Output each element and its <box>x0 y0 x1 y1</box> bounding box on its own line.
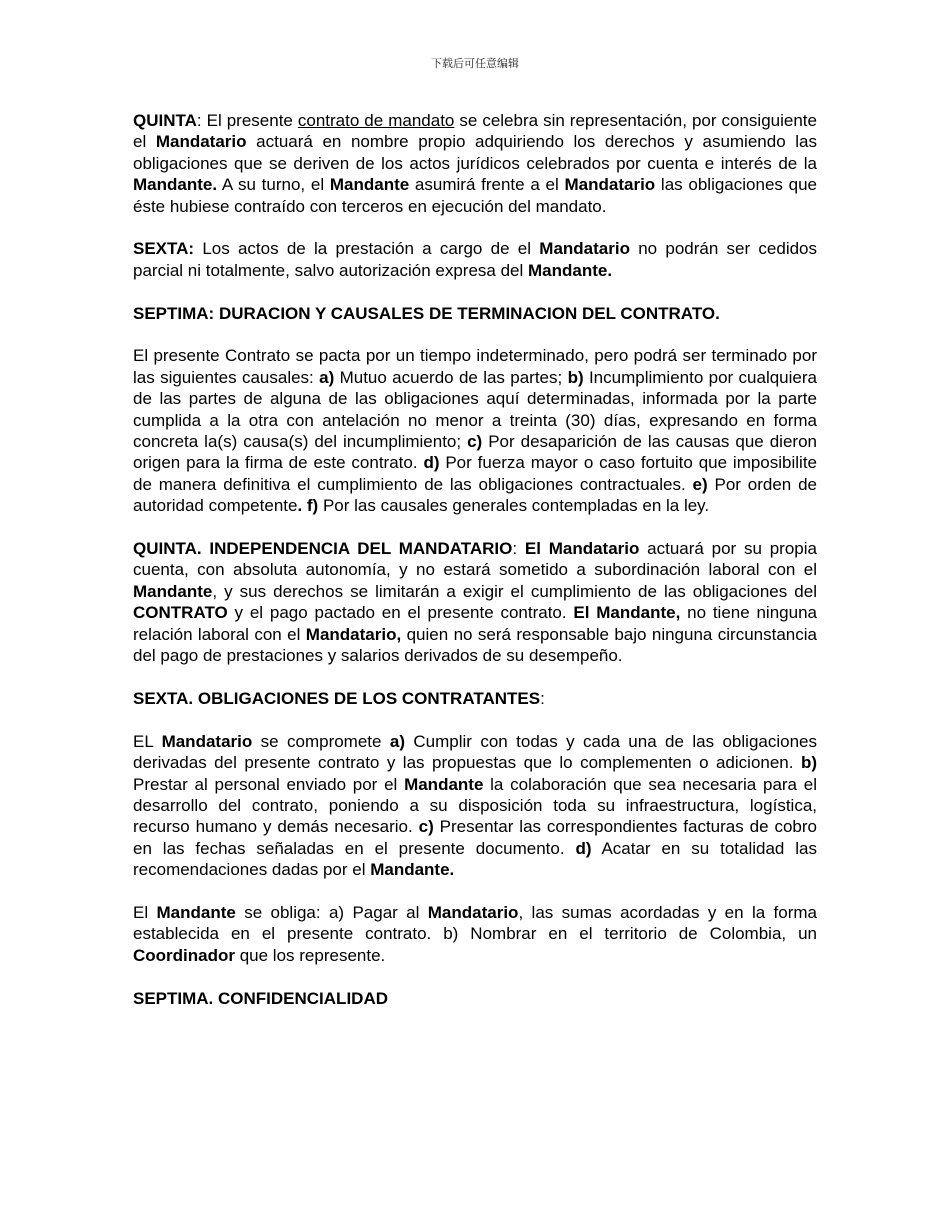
bold-term: Mandante. <box>370 860 455 880</box>
item-marker: . f) <box>297 496 319 516</box>
item-marker: b) <box>567 367 584 387</box>
bold-term: Mandatario, <box>305 624 402 644</box>
bold-term: Mandante. <box>133 175 218 195</box>
text: Por fuerza mayor o caso fortuito que imposibilite de manera definitiva el cumplimiento de las obligaciones contractuales. <box>133 453 817 494</box>
item-marker: d) <box>575 838 592 858</box>
text: : <box>512 539 525 559</box>
text: quien no será responsable bajo ninguna circunstancia del pago de prestaciones y salarios derivados de su desempeño. <box>133 624 817 666</box>
item-marker: b) <box>800 753 817 773</box>
item-marker: e) <box>692 474 708 494</box>
section-heading-duracion: SEPTIMA: DURACION Y CAUSALES DE TERMINACION DEL CONTRATO. <box>133 303 720 323</box>
text: asumirá frente a el <box>409 175 565 195</box>
text: , las sumas acordadas y en la forma establecida en el presente contrato. b) Nombrar en el territorio de Colombia, un <box>133 902 817 944</box>
heading-text: SEXTA. OBLIGACIONES DE LOS CONTRATANTES <box>133 688 541 708</box>
bold-term: El Mandante, <box>573 603 681 623</box>
bold-term: El Mandatario <box>524 539 640 559</box>
text: que los represente. <box>235 945 386 965</box>
item-marker: d) <box>423 453 440 473</box>
text: Prestar al personal enviado por el <box>133 774 405 794</box>
page-header: 下载后可任意编辑 <box>431 57 519 70</box>
text: El <box>133 902 157 922</box>
text: las obligaciones que éste hubiese contraído con terceros en ejecución del mandato. <box>133 175 817 216</box>
text: no podrán ser cedidos parcial ni totalmente, salvo autorización expresa del <box>133 239 818 280</box>
bold-term: Mandante <box>156 902 236 922</box>
clause-obligaciones-mandante <box>133 902 817 966</box>
text: Presentar las correspondientes facturas de cobro en las fechas señaladas en el presente documento. <box>133 817 817 858</box>
bold-term: Mandatario <box>427 902 519 922</box>
bold-term: Mandante <box>133 581 213 601</box>
clause-label: QUINTA. INDEPENDENCIA DEL MANDATARIO <box>133 539 513 559</box>
text: se celebra sin representación, por consiguiente el <box>133 111 817 152</box>
text: Acatar en su totalidad las recomendaciones dadas por el <box>133 838 817 880</box>
text: El presente Contrato se pacta por un tiempo indeterminado, pero podrá ser terminado por las siguientes causales: <box>133 346 817 387</box>
item-marker: a) <box>319 367 335 387</box>
text: Por orden de autoridad competente <box>133 474 818 516</box>
text: la colaboración que sea necesaria para el desarrollo del contrato, poniendo a su disposición toda su infraestructura, logística, recurso humano y demás necesario. <box>133 774 817 837</box>
text: , y sus derechos se limitarán a exigir el cumplimiento de las obligaciones del <box>212 581 817 601</box>
text: actuará por su propia cuenta, con absoluta autonomía, y no estará sometido a subordinación laboral con el <box>133 539 817 580</box>
document-body <box>133 110 817 1030</box>
text: Cumplir con todas y cada una de las obligaciones derivadas del presente contrato y las propuestas que lo complementen o adicionen. <box>133 731 817 773</box>
clause-quinta-mandato <box>133 110 817 217</box>
clause-independencia <box>133 538 817 666</box>
text: se compromete <box>252 731 390 751</box>
clause-duracion-body <box>133 345 817 516</box>
text: se obliga: a) Pagar al <box>235 902 428 922</box>
text: Los actos de la prestación a cargo de el <box>194 239 540 259</box>
text: no tiene ninguna relación laboral con el <box>133 603 817 644</box>
bold-term: Mandatario <box>564 175 656 195</box>
text: Por las causales generales contempladas en la ley. <box>318 496 710 516</box>
text: A su turno, el <box>217 175 330 195</box>
bold-term: Mandatario <box>539 239 630 259</box>
bold-term: Mandatario <box>161 731 253 751</box>
item-marker: c) <box>467 432 483 452</box>
heading-suffix: : <box>540 688 545 708</box>
section-heading-confidencialidad: SEPTIMA. CONFIDENCIALIDAD <box>133 988 388 1008</box>
bold-term: CONTRATO <box>133 603 228 623</box>
text: Mutuo acuerdo de las partes; <box>334 367 568 387</box>
bold-term: Mandatario <box>155 132 247 152</box>
clause-label: SEXTA: <box>133 239 195 259</box>
clause-sexta-cesion <box>133 238 817 281</box>
bold-term: Mandante. <box>528 260 613 280</box>
text: EL <box>133 731 162 751</box>
bold-term: Coordinador <box>133 945 235 965</box>
underlined-term: contrato de mandato <box>297 111 455 130</box>
bold-term: Mandante <box>404 774 484 794</box>
bold-term: Mandante <box>329 175 410 195</box>
clause-label: QUINTA <box>133 111 197 130</box>
text: y el pago pactado en el presente contrato. <box>227 603 574 623</box>
item-marker: c) <box>418 817 434 837</box>
text: Incumplimiento por cualquiera de las partes de alguna de las obligaciones aquí determinadas, informada por la parte cumplida a la otra con antelación no menor a treinta (30) días, expresando en forma concreta la(s) causa(s) del incumplimiento; <box>133 367 817 452</box>
clause-obligaciones-mandatario <box>133 731 817 881</box>
text: : El presente <box>196 111 298 130</box>
item-marker: a) <box>389 731 405 751</box>
text: Por desaparición de las causas que dieron origen para la firma de este contrato. <box>133 432 817 473</box>
text: actuará en nombre propio adquiriendo los derechos y asumiendo las obligaciones que se deriven de los actos jurídicos celebrados por cuenta e interés de la <box>133 132 817 173</box>
section-heading-obligaciones <box>133 688 817 709</box>
